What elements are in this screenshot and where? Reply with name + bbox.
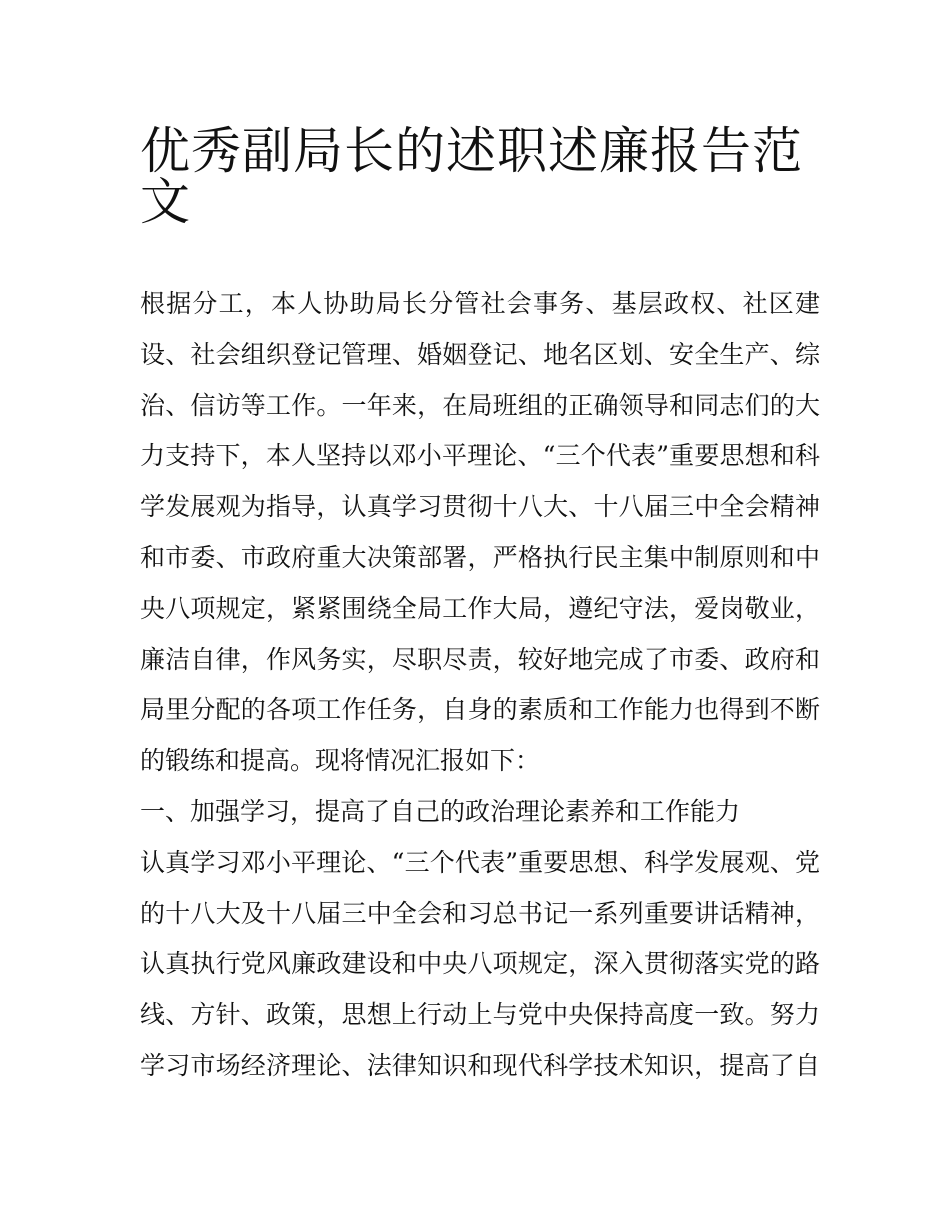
body-line: 力支持下，本人坚持以邓小平理论、“三个代表”重要思想和科 — [140, 441, 820, 471]
title-line: 优秀副局长的述职述廉报告范 — [140, 122, 803, 180]
body-line: 治、信访等工作。一年来，在局班组的正确领导和同志们的大 — [140, 390, 820, 420]
body-line: 央八项规定，紧紧围绕全局工作大局，遵纪守法，爱岗敬业， — [140, 593, 820, 623]
body-line: 认真学习邓小平理论、“三个代表”重要思想、科学发展观、党 — [140, 847, 820, 877]
body-line: 和市委、市政府重大决策部署，严格执行民主集中制原则和中 — [140, 542, 820, 572]
body-line: 线、方针、政策，思想上行动上与党中央保持高度一致。努力 — [140, 1000, 820, 1030]
body-line: 的锻练和提高。现将情况汇报如下： — [140, 746, 541, 776]
title-line: 文 — [140, 172, 191, 231]
body-line: 学发展观为指导，认真学习贯彻十八大、十八届三中全会精神 — [140, 492, 820, 522]
body-line: 局里分配的各项工作任务，自身的素质和工作能力也得到不断 — [140, 695, 820, 725]
body-line: 的十八大及十八届三中全会和习总书记一系列重要讲话精神， — [140, 898, 820, 928]
body-line: 廉洁自律，作风务实，尽职尽责，较好地完成了市委、政府和 — [140, 644, 820, 674]
document-title — [140, 113, 820, 231]
body-line: 认真执行党风廉政建设和中央八项规定，深入贯彻落实党的路 — [140, 949, 820, 979]
document-body — [140, 279, 820, 1092]
body-line: 设、社会组织登记管理、婚姻登记、地名区划、安全生产、综 — [140, 339, 820, 369]
section-heading: 一、加强学习，提高了自己的政治理论素养和工作能力 — [140, 796, 741, 826]
body-line: 根据分工，本人协助局长分管社会事务、基层政权、社区建 — [140, 289, 820, 318]
body-line: 学习市场经济理论、法律知识和现代科学技术知识，提高了自 — [140, 1050, 820, 1080]
